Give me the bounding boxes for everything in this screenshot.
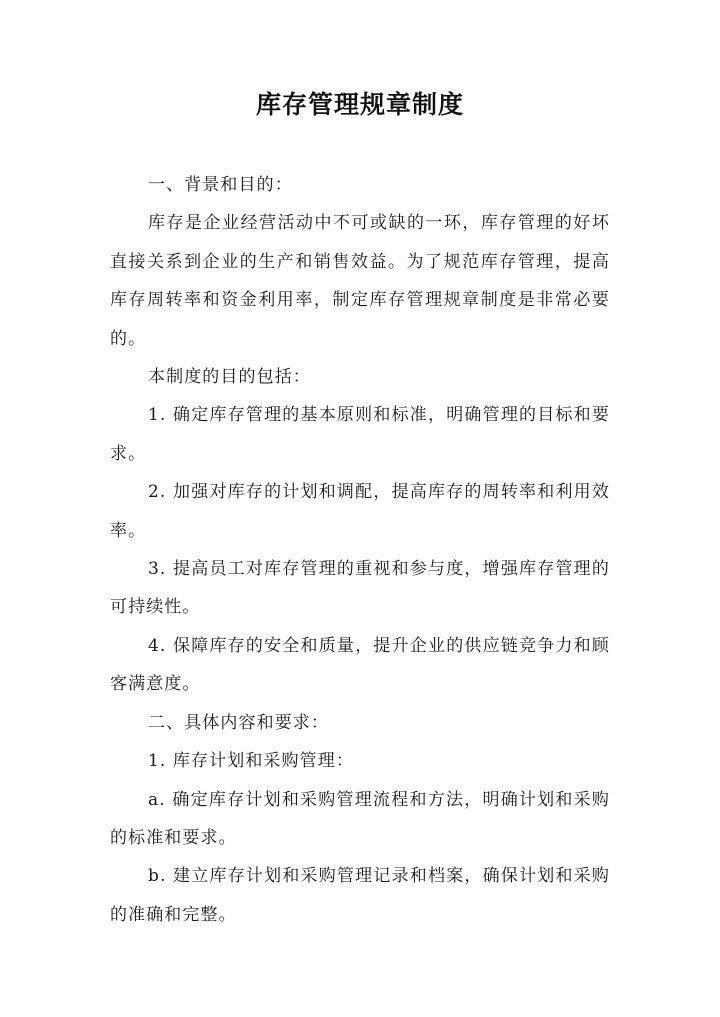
document-title: 库存管理规章制度 bbox=[255, 90, 464, 119]
section-heading-content: 二、具体内容和要求： bbox=[148, 712, 329, 733]
subsection-heading-planning: 1. 库存计划和采购管理： bbox=[148, 751, 354, 772]
document-body bbox=[110, 166, 610, 934]
list-item-purpose-4: 4. 保障库存的安全和质量，提升企业的供应链竞争力和顾客满意度。 bbox=[110, 635, 610, 695]
list-item-purpose-1: 1. 确定库存管理的基本原则和标准，明确管理的目标和要求。 bbox=[110, 405, 610, 464]
paragraph-background: 库存是企业经营活动中不可或缺的一环，库存管理的好坏直接关系到企业的生产和销售效益。为了规范库存管理，提高库存周转率和资金利用率，制定库存管理规章制度是非常必要的。 bbox=[110, 213, 610, 349]
list-item-planning-b: b. 建立库存计划和采购管理记录和档案，确保计划和采购的准确和完整。 bbox=[110, 866, 610, 925]
list-item-purpose-2: 2. 加强对库存的计划和调配，提高库存的周转率和利用效率。 bbox=[110, 482, 610, 541]
list-item-planning-a: a. 确定库存计划和采购管理流程和方法，明确计划和采购的标准和要求。 bbox=[110, 789, 610, 848]
section-heading-background: 一、背景和目的： bbox=[148, 175, 293, 195]
paragraph-purpose-intro: 本制度的目的包括： bbox=[148, 367, 311, 388]
list-item-purpose-3: 3. 提高员工对库存管理的重视和参与度，增强库存管理的可持续性。 bbox=[110, 559, 610, 618]
